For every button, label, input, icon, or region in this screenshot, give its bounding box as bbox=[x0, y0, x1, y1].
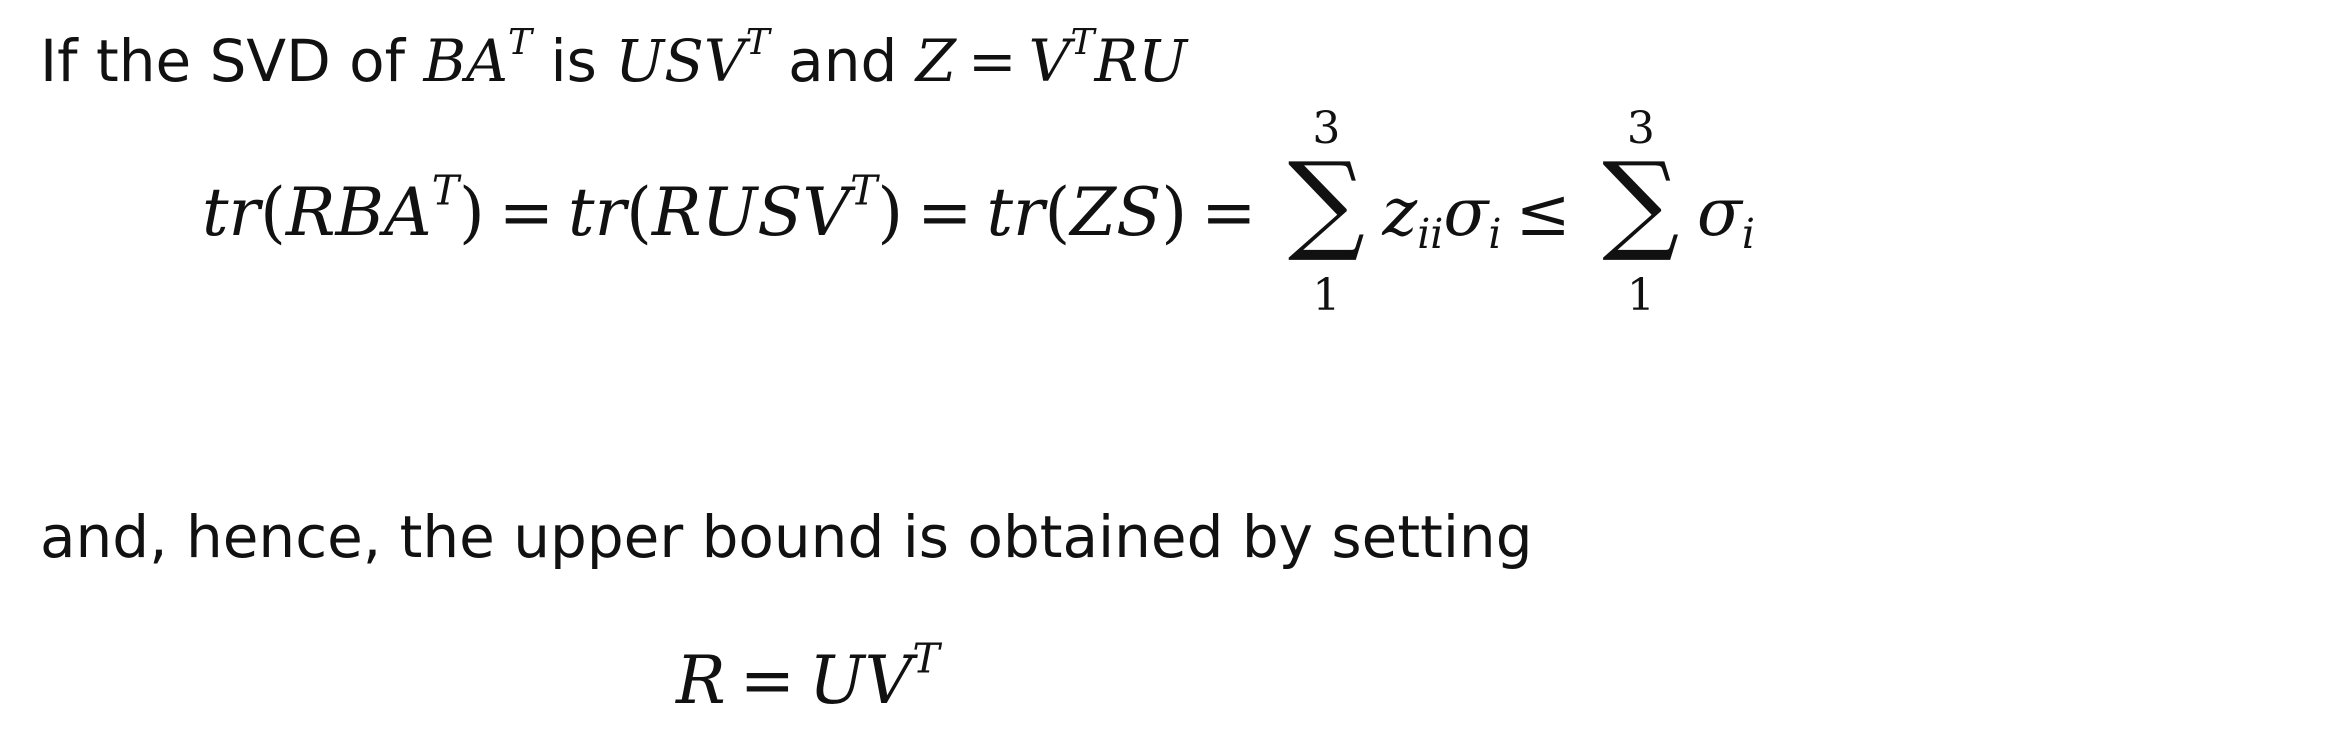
intro-text-1: If the SVD of bbox=[40, 27, 424, 95]
trace-3 bbox=[986, 174, 1187, 251]
trace-1-close: ) bbox=[458, 174, 485, 251]
intro-text-3: and bbox=[769, 27, 916, 95]
rotation-UV-sup: T bbox=[912, 634, 940, 683]
math-Z-definition bbox=[915, 22, 1188, 95]
term-sigma-2: σ bbox=[1696, 174, 1742, 251]
math-USV-base: USV bbox=[615, 27, 746, 95]
conclusion-sentence: and, hence, the upper bound is obtained by setting bbox=[40, 503, 1533, 571]
trace-equation bbox=[202, 103, 1755, 321]
summation-2-upper: 3 bbox=[1626, 103, 1655, 154]
trace-1-open: ( bbox=[260, 174, 286, 251]
math-BA-sup: T bbox=[508, 22, 533, 64]
trace-1-fn: tr bbox=[202, 174, 261, 251]
math-V: V bbox=[1028, 27, 1071, 95]
trace-3-fn: tr bbox=[986, 174, 1045, 251]
summation-2-symbol: ∑ bbox=[1602, 140, 1680, 265]
intro-sentence bbox=[40, 22, 1188, 95]
trace-3-open: ( bbox=[1044, 174, 1071, 251]
summation-1-upper: 3 bbox=[1312, 103, 1341, 154]
equals-c: = bbox=[1201, 174, 1257, 251]
math-Z: Z bbox=[915, 27, 957, 95]
intro-text-2: is bbox=[532, 27, 616, 95]
term-z-sub: ii bbox=[1417, 210, 1444, 259]
term-z: z bbox=[1382, 174, 1418, 251]
trace-2-sup: T bbox=[850, 166, 878, 215]
math-Z-equals: = bbox=[968, 27, 1017, 95]
math-V-sup: T bbox=[1070, 22, 1095, 64]
rotation-equals: = bbox=[739, 642, 796, 719]
sum-term-2 bbox=[1696, 174, 1755, 259]
term-sigma-1: σ bbox=[1443, 174, 1489, 251]
math-BA-base: BA bbox=[423, 27, 509, 95]
trace-1-sup: T bbox=[431, 166, 459, 215]
trace-1 bbox=[202, 166, 485, 251]
trace-3-arg: ZS bbox=[1070, 174, 1162, 251]
summation-1-symbol: ∑ bbox=[1287, 140, 1365, 265]
trace-1-arg: RBA bbox=[285, 174, 432, 251]
trace-2-close: ) bbox=[877, 174, 904, 251]
trace-2-arg: RUSV bbox=[651, 174, 851, 251]
term-sigma-1-sub: i bbox=[1488, 210, 1502, 259]
summation-2-lower: 1 bbox=[1626, 270, 1655, 321]
less-or-equal: ≤ bbox=[1515, 174, 1571, 251]
equals-b: = bbox=[917, 174, 973, 251]
trace-3-close: ) bbox=[1161, 174, 1188, 251]
summation-2 bbox=[1591, 103, 1691, 321]
rotation-R: R bbox=[676, 642, 726, 719]
term-sigma-2-sub: i bbox=[1741, 210, 1755, 259]
trace-2-fn: tr bbox=[568, 174, 627, 251]
rotation-equation bbox=[676, 634, 940, 719]
math-USV-sup: T bbox=[745, 22, 770, 64]
math-USV bbox=[615, 22, 770, 95]
math-BA bbox=[423, 22, 533, 95]
summation-1 bbox=[1276, 103, 1376, 321]
sum-term-1 bbox=[1382, 174, 1502, 259]
rotation-UV: UV bbox=[809, 642, 913, 719]
math-RU: RU bbox=[1094, 27, 1188, 95]
summation-1-lower: 1 bbox=[1312, 270, 1341, 321]
trace-2-open: ( bbox=[626, 174, 652, 251]
equals-a: = bbox=[498, 174, 555, 251]
trace-2 bbox=[568, 166, 904, 251]
